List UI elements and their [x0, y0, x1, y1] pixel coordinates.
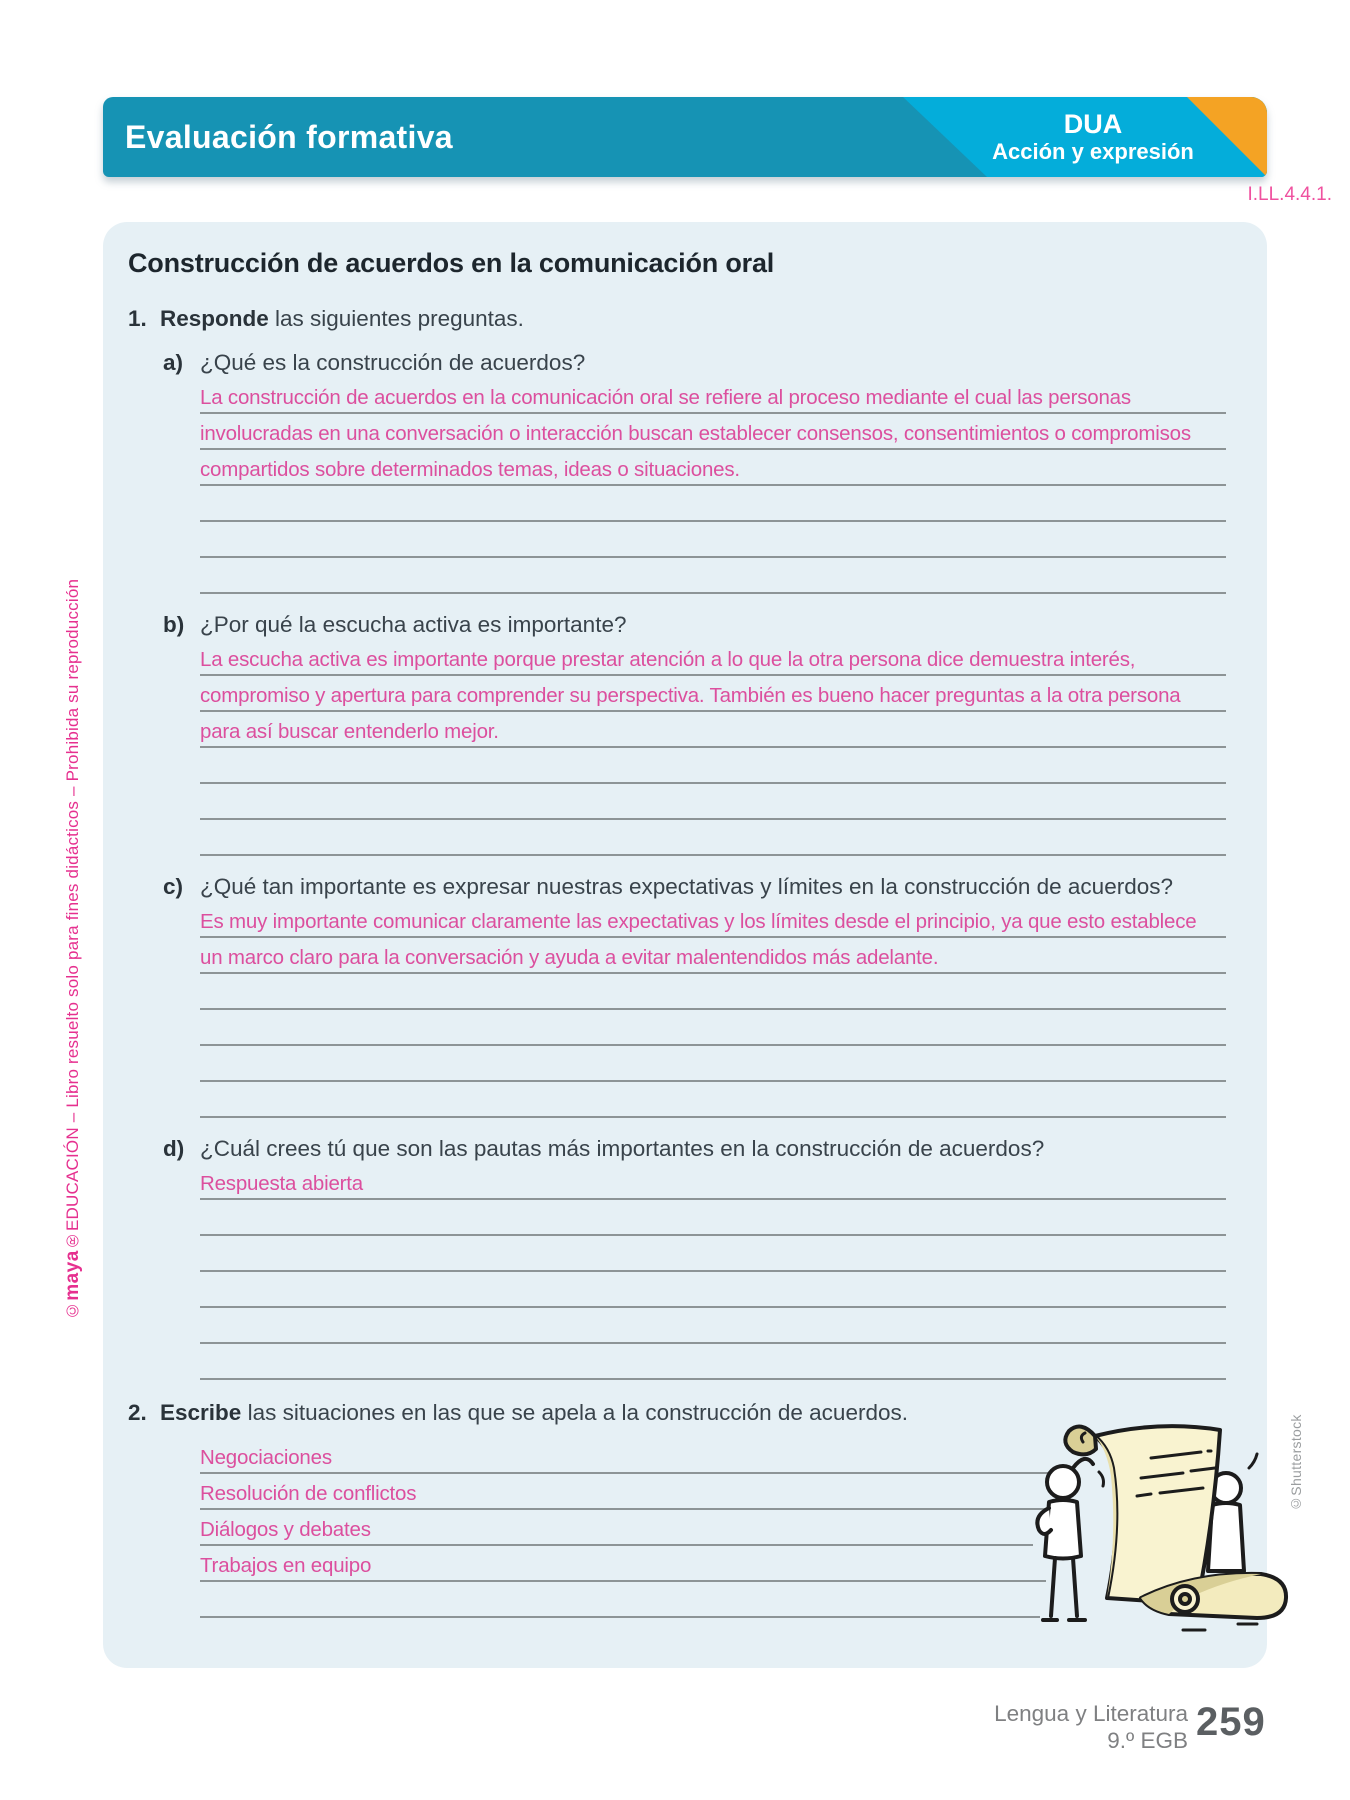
question-number: 1. — [128, 306, 147, 331]
question-1d — [163, 1130, 1226, 1380]
scroll-illustration — [1033, 1406, 1305, 1646]
dua-sublabel: Acción y expresión — [992, 139, 1194, 164]
blank-answer-line — [200, 1010, 1226, 1046]
answer-line — [200, 1164, 1226, 1200]
blank-answer-line — [200, 748, 1226, 784]
question-text — [160, 1400, 908, 1426]
question-number: 2. — [128, 1400, 147, 1425]
blank-answer-line — [200, 558, 1226, 594]
dua-label: DUA — [1063, 109, 1123, 139]
worksheet-title: Construcción de acuerdos en la comunicación oral — [128, 248, 775, 278]
question-text: ¿Qué es la construcción de acuerdos? — [200, 350, 586, 375]
answer-line — [200, 640, 1226, 676]
header-banner — [103, 97, 1267, 177]
answer-text: Es muy importante comunicar claramente las expectativas y los límites desde el principio, ya que esto establece — [200, 910, 1197, 933]
question-rest: las siguientes preguntas. — [268, 306, 524, 331]
question-letter: b) — [163, 612, 185, 637]
question-1a — [163, 344, 1226, 594]
question-1c-row — [163, 868, 1226, 902]
footer-grade: 9.º EGB — [1107, 1728, 1188, 1753]
dua-label-group — [943, 97, 1243, 177]
question-text: ¿Cuál crees tú que son las pautas más importantes en la construcción de acuerdos? — [200, 1136, 1045, 1161]
answer-text: compartidos sobre determinados temas, ideas o situaciones. — [200, 458, 740, 481]
question-verb: Escribe — [160, 1400, 242, 1425]
answer-text: La escucha activa es importante porque prestar atención a lo que la otra persona dice demuestra interés, — [200, 648, 1136, 671]
question-1b-row — [163, 606, 1226, 640]
blank-answer-line — [200, 1236, 1226, 1272]
answer-line — [200, 902, 1226, 938]
page-number: 259 — [1196, 1700, 1266, 1744]
image-credit: ©Shutterstock — [1288, 1414, 1304, 1512]
question-1c — [163, 868, 1226, 1118]
answer-lines-1c — [200, 902, 1226, 1118]
answer-line — [200, 1474, 1062, 1510]
blank-answer-line — [200, 1082, 1226, 1118]
blank-answer-line — [200, 1272, 1226, 1308]
question-1a-row — [163, 344, 1226, 378]
question-1d-row — [163, 1130, 1226, 1164]
banner-title: Evaluación formativa — [125, 118, 453, 155]
question-letter: d) — [163, 1136, 185, 1161]
answer-text: Diálogos y debates — [200, 1518, 371, 1541]
left-figure — [1037, 1459, 1103, 1620]
answer-line — [200, 938, 1226, 974]
answer-lines-1a — [200, 378, 1226, 594]
blank-answer-line — [200, 974, 1226, 1010]
blank-answer-line — [200, 820, 1226, 856]
publisher-logo-text: maya — [62, 1250, 83, 1301]
answer-text: involucradas en una conversación o interacción buscan establecer consensos, consentimientos o compromisos — [200, 422, 1191, 445]
blank-answer-line — [200, 522, 1226, 558]
blank-answer-line — [200, 1344, 1226, 1380]
sidebar-copyright-text — [62, 440, 84, 1320]
answer-text: Respuesta abierta — [200, 1172, 363, 1195]
answer-line — [200, 450, 1226, 486]
blank-answer-line — [200, 1308, 1226, 1344]
answer-lines-1b — [200, 640, 1226, 856]
answer-text: un marco claro para la conversación y ayuda a evitar malentendidos más adelante. — [200, 946, 939, 969]
answer-text: Resolución de conflictos — [200, 1482, 417, 1505]
answer-text: La construcción de acuerdos en la comunicación oral se refiere al proceso mediante el cual las personas — [200, 386, 1131, 409]
blank-answer-line — [200, 486, 1226, 522]
question-1-prompt — [128, 306, 1226, 338]
answer-line — [200, 676, 1226, 712]
copyright-notice: ®EDUCACIÓN – Libro resuelto solo para fines didácticos – Prohibida su reproducción — [63, 578, 82, 1251]
blank-answer-line — [200, 1582, 1040, 1618]
question-letter: c) — [163, 874, 184, 899]
answer-text: Trabajos en equipo — [200, 1554, 372, 1577]
footer-subject-block — [994, 1700, 1188, 1754]
answer-line — [200, 1546, 1046, 1582]
blank-answer-line — [200, 784, 1226, 820]
copyright-symbol: © — [63, 1300, 82, 1320]
question-1b — [163, 606, 1226, 856]
answer-line — [200, 1438, 1062, 1474]
answer-line — [200, 414, 1226, 450]
answer-line — [200, 712, 1226, 748]
question-verb: Responde — [160, 306, 269, 331]
answer-line — [200, 1510, 1033, 1546]
curriculum-code: I.LL.4.4.1. — [1247, 184, 1332, 205]
question-rest: las situaciones en las que se apela a la construcción de acuerdos. — [241, 1400, 908, 1425]
answer-text: para así buscar entenderlo mejor. — [200, 720, 499, 743]
blank-answer-line — [200, 1200, 1226, 1236]
answer-text: compromiso y apertura para comprender su perspectiva. También es bueno hacer preguntas a la otra persona — [200, 684, 1181, 707]
question-text: ¿Por qué la escucha activa es importante? — [200, 612, 627, 637]
answer-text: Negociaciones — [200, 1446, 332, 1469]
question-letter: a) — [163, 350, 184, 375]
answer-lines-1d — [200, 1164, 1226, 1380]
blank-answer-line — [200, 1046, 1226, 1082]
question-text: ¿Qué tan importante es expresar nuestras expectativas y límites en la construcción de acuerdos? — [200, 874, 1173, 899]
question-text — [160, 306, 524, 332]
footer-subject: Lengua y Literatura — [994, 1701, 1188, 1726]
answer-line — [200, 378, 1226, 414]
